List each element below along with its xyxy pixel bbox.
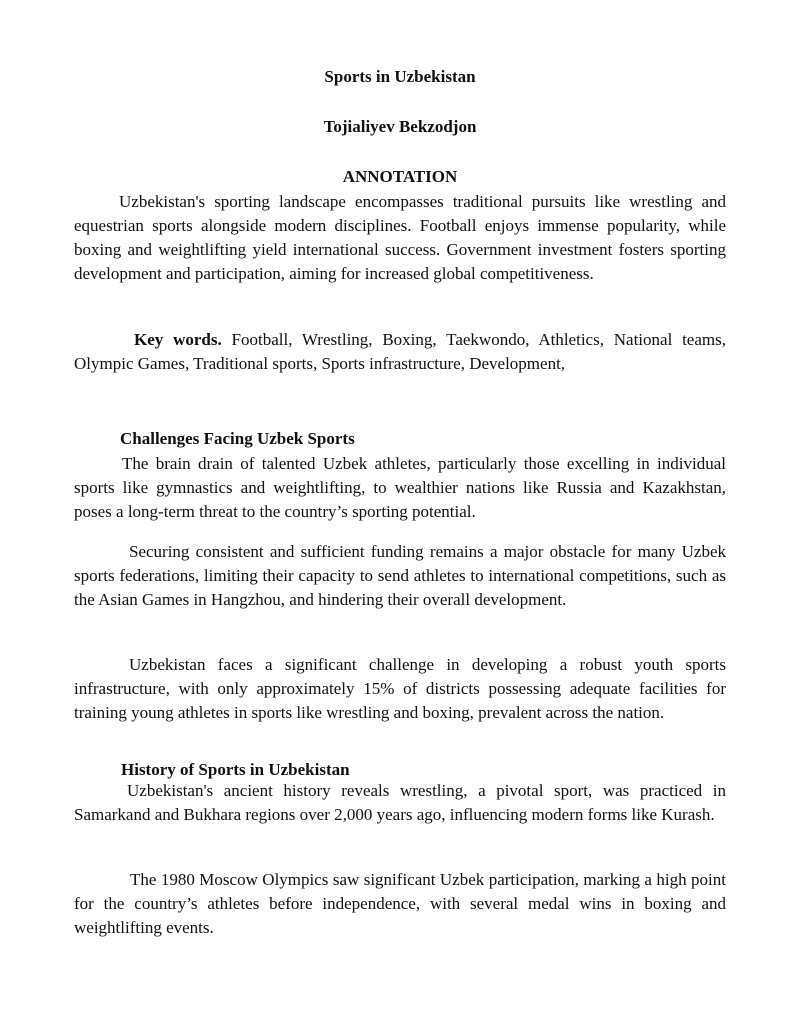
document-title: Sports in Uzbekistan xyxy=(324,67,476,86)
keywords-list: Football, Wrestling, Boxing, Taekwondo, Athletics, National teams, Olympic Games, Traditional sports, Sports infrastructure, Development, xyxy=(74,330,726,373)
history-paragraph-1: Uzbekistan's ancient history reveals wrestling, a pivotal sport, was practiced in Samarkand and Bukhara regions over 2,000 years ago, influencing modern forms like Kurash. xyxy=(74,781,726,824)
section-heading-challenges: Challenges Facing Uzbek Sports xyxy=(120,429,355,448)
section-heading-history: History of Sports in Uzbekistan xyxy=(121,760,350,779)
history-paragraph-2: The 1980 Moscow Olympics saw significant Uzbek participation, marking a high point for the country’s athletes before independence, with several medal wins in boxing and weightlifting events. xyxy=(74,870,726,937)
annotation-heading: ANNOTATION xyxy=(342,167,458,186)
keywords-paragraph xyxy=(74,328,726,376)
document-author: Tojialiyev Bekzodjon xyxy=(323,117,477,136)
annotation-paragraph: Uzbekistan's sporting landscape encompasses traditional pursuits like wrestling and equestrian sports alongside modern disciplines. Football enjoys immense popularity, while boxing and weightlifting yield international success. Government investment fosters sporting development and participation, aiming for increased global competitiveness. xyxy=(74,192,726,283)
challenges-paragraph-1: The brain drain of talented Uzbek athletes, particularly those excelling in individual sports like gymnastics and weightlifting, to wealthier nations like Russia and Kazakhstan, poses a long-term threat to the country’s sporting potential. xyxy=(74,454,726,521)
keywords-label: Key words. xyxy=(134,330,222,349)
challenges-paragraph-3: Uzbekistan faces a significant challenge in developing a robust youth sports infrastructure, with only approximately 15% of districts possessing adequate facilities for training young athletes in sports like wrestling and boxing, prevalent across the nation. xyxy=(74,655,726,722)
challenges-paragraph-2: Securing consistent and sufficient funding remains a major obstacle for many Uzbek sports federations, limiting their capacity to send athletes to international competitions, such as the Asian Games in Hangzhou, and hindering their overall development. xyxy=(74,542,726,609)
